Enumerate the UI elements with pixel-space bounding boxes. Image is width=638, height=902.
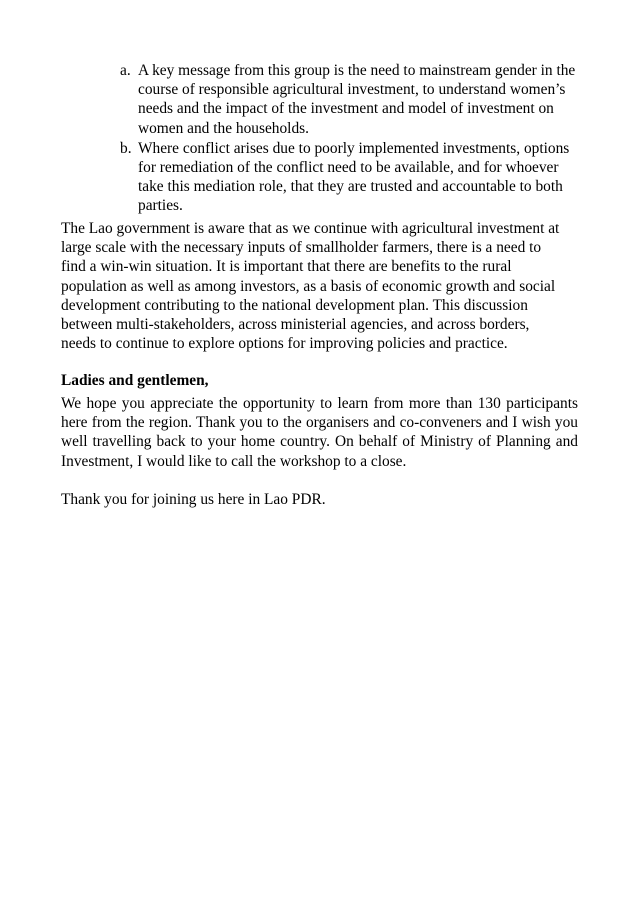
list-item [120, 61, 580, 138]
closing-paragraph: We hope you appreciate the opportunity to learn from more than 130 participants here from the region. Thank you to the organisers and co-conveners and I wish you well travelling back to your home country. On behalf of Ministry of Planning and Investment, I would like to call the workshop to a close. [61, 395, 578, 470]
list-item [120, 139, 580, 216]
list-item-text: A key message from this group is the need to mainstream gender in the course of responsible agricultural investment, to understand women’s needs and the impact of the investment and model of investment on women and the households. [138, 62, 576, 137]
list-marker: a. [120, 62, 131, 79]
salutation-heading: Ladies and gentlemen, [61, 372, 209, 389]
list-item-text: Where conflict arises due to poorly implemented investments, options for remediation of the conflict need to be available, and for whoever take this mediation role, that they are trusted and accountable to both parties. [138, 139, 570, 215]
thanks-paragraph: Thank you for joining us here in Lao PDR. [61, 491, 326, 508]
lao-government-paragraph: The Lao government is aware that as we continue with agricultural investment at large scale with the necessary inputs of smallholder farmers, there is a need to find a win-win situation. It is important that there are benefits to the rural population as well as among investors, as a basis of economic growth and social development contributing to the national development plan. This discussion between multi-stakeholders, across ministerial agencies, and across borders, needs to continue to explore options for improving policies and practice. [61, 220, 560, 353]
list-marker: b. [120, 139, 132, 157]
recommendation-list [120, 61, 580, 216]
